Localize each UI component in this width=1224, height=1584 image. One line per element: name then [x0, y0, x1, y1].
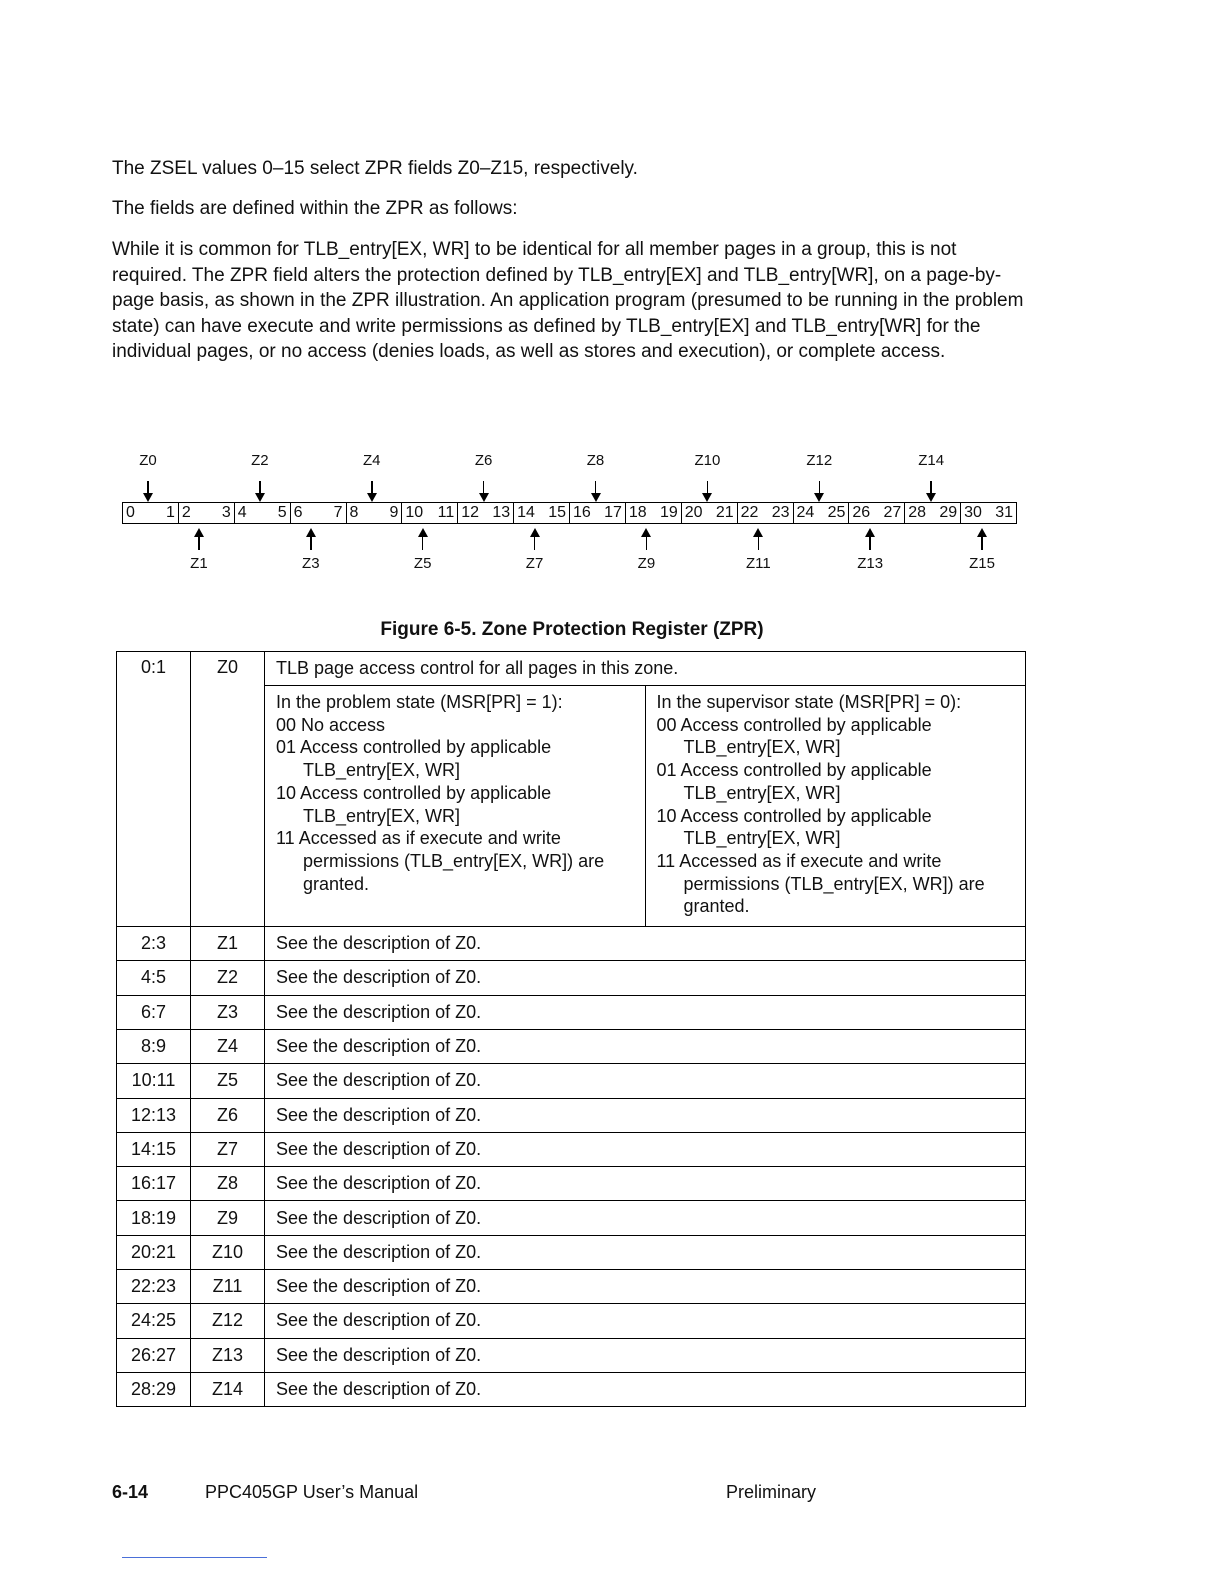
table-row [117, 1372, 1026, 1406]
description-cell: See the description of Z0. [265, 1029, 1026, 1063]
register-cell [738, 503, 794, 523]
table-row [117, 1167, 1026, 1201]
bit-number: 1 [165, 504, 175, 521]
register-cell [347, 503, 403, 523]
figure-caption: Figure 6-5. Zone Protection Register (ZPR) [380, 619, 764, 640]
table-row [117, 927, 1026, 961]
register-cell [123, 503, 179, 523]
problem-encoding-00: 00 No access [276, 714, 386, 735]
bit-number: 15 [548, 504, 566, 521]
bit-number: 28 [908, 504, 927, 521]
bit-number: 29 [939, 504, 958, 521]
bit-number: 0 [126, 504, 135, 521]
bit-number: 13 [492, 504, 511, 521]
bit-number: 9 [389, 504, 399, 521]
field-cell: Z12 [191, 1304, 265, 1338]
description-cell: See the description of Z0. [265, 1304, 1026, 1338]
zone-label: Z13 [857, 555, 884, 572]
description-cell: See the description of Z0. [265, 995, 1026, 1029]
footer-rule [122, 1557, 267, 1558]
table-row-z0 [117, 652, 1026, 686]
register-cell [849, 503, 905, 523]
zpr-field-table [116, 651, 1026, 1407]
bit-number: 2 [181, 504, 191, 521]
bit-number: 16 [573, 504, 591, 521]
register-cell [402, 503, 458, 523]
zone-label: Z15 [969, 555, 995, 572]
bit-number: 23 [771, 504, 790, 521]
zone-label: Z12 [806, 452, 833, 469]
bits-cell: 2:3 [117, 927, 191, 961]
zone-label: Z3 [302, 555, 320, 572]
table-row [117, 1201, 1026, 1235]
description-cell: See the description of Z0. [265, 1098, 1026, 1132]
description-cell: See the description of Z0. [265, 1235, 1026, 1269]
field-cell: Z8 [191, 1167, 265, 1201]
table-row [117, 995, 1026, 1029]
bit-number: 10 [405, 504, 424, 521]
register-cell [291, 503, 347, 523]
field-cell: Z7 [191, 1132, 265, 1166]
table-row [117, 1270, 1026, 1304]
field-cell: Z10 [191, 1235, 265, 1269]
zone-label: Z2 [251, 452, 269, 469]
bits-cell: 16:17 [117, 1167, 191, 1201]
table-row [117, 1235, 1026, 1269]
intro-paragraph-protection: While it is common for TLB_entry[EX, WR] to be identical for all member pages in a group, this is not required. The ZPR field alters the protection defined by TLB_entry[EX] and TLB_entry[WR], on a page-by-page basis, as shown in the ZPR illustration. An application program (presumed to be running in the problem state) can have execute and write permissions as defined by TLB_entry[EX] and TLB_entry[WR] for the individual pages, or no access (denies loads, as well as stores and execution), or complete access. [112, 239, 1024, 362]
description-cell: See the description of Z0. [265, 1372, 1026, 1406]
description-cell: See the description of Z0. [265, 1201, 1026, 1235]
table-row [117, 961, 1026, 995]
table-row [117, 1098, 1026, 1132]
register-cell [179, 503, 235, 523]
field-cell: Z14 [191, 1372, 265, 1406]
bit-number: 22 [740, 504, 759, 521]
bits-cell: 4:5 [117, 961, 191, 995]
bits-cell: 18:19 [117, 1201, 191, 1235]
bits-cell: 10:11 [117, 1064, 191, 1098]
register-bit-row [122, 502, 1017, 524]
bits-cell: 28:29 [117, 1372, 191, 1406]
register-cell [794, 503, 850, 523]
bit-number: 20 [684, 504, 703, 521]
description-cell: See the description of Z0. [265, 927, 1026, 961]
bit-number: 5 [277, 504, 287, 521]
bits-cell: 8:9 [117, 1029, 191, 1063]
supervisor-encoding-01: 01 Access controlled by applicable TLB_entry[EX, WR] [656, 760, 932, 803]
bits-cell: 20:21 [117, 1235, 191, 1269]
field-cell: Z1 [191, 927, 265, 961]
bits-cell: 14:15 [117, 1132, 191, 1166]
description-cell: See the description of Z0. [265, 1270, 1026, 1304]
table-row [117, 1064, 1026, 1098]
intro-paragraph-zsel: The ZSEL values 0–15 select ZPR fields Z0–Z15, respectively. [112, 158, 638, 179]
bit-number: 24 [796, 504, 815, 521]
field-cell: Z11 [191, 1270, 265, 1304]
bit-number: 19 [659, 504, 678, 521]
bit-number: 11 [437, 504, 455, 521]
field-cell: Z13 [191, 1338, 265, 1372]
zone-label: Z14 [918, 452, 945, 469]
field-cell: Z4 [191, 1029, 265, 1063]
field-cell: Z9 [191, 1201, 265, 1235]
bit-number: 8 [349, 504, 359, 521]
intro-paragraph-fields: The fields are defined within the ZPR as follows: [112, 198, 518, 219]
register-cell [514, 503, 570, 523]
bit-number: 17 [604, 504, 622, 521]
zone-label: Z0 [139, 452, 157, 469]
bits-cell: 0:1 [117, 652, 191, 927]
register-cell [235, 503, 291, 523]
description-cell: See the description of Z0. [265, 961, 1026, 995]
bit-number: 25 [827, 504, 846, 521]
field-cell: Z2 [191, 961, 265, 995]
register-cell [570, 503, 626, 523]
zone-label: Z8 [586, 452, 605, 469]
bits-cell: 12:13 [117, 1098, 191, 1132]
supervisor-encoding-10: 10 Access controlled by applicable TLB_entry[EX, WR] [656, 805, 932, 849]
problem-state-column [265, 686, 646, 926]
supervisor-state-heading: In the supervisor state (MSR[PR] = 0): [656, 692, 962, 712]
table-row [117, 1304, 1026, 1338]
field-cell: Z0 [191, 652, 265, 927]
zone-label: Z6 [474, 452, 493, 469]
bit-number: 14 [517, 504, 535, 521]
zone-label: Z5 [413, 555, 432, 572]
z0-state-columns [265, 685, 1025, 926]
zone-label: Z11 [745, 555, 771, 572]
bit-number: 12 [461, 504, 480, 521]
problem-encoding-11: 11 Accessed as if execute and write permissions (TLB_entry[EX, WR]) are granted. [276, 828, 605, 894]
register-cell [458, 503, 514, 523]
description-cell: See the description of Z0. [265, 1167, 1026, 1201]
bit-number: 3 [221, 504, 231, 521]
bit-number: 27 [883, 504, 902, 521]
field-cell: Z6 [191, 1098, 265, 1132]
footer-page-number: 6-14 [112, 1482, 149, 1502]
supervisor-encoding-00: 00 Access controlled by applicable TLB_entry[EX, WR] [656, 714, 932, 758]
z0-detail-cell [265, 685, 1026, 927]
description-cell: See the description of Z0. [265, 1338, 1026, 1372]
zone-label: Z9 [637, 555, 656, 572]
problem-state-heading: In the problem state (MSR[PR] = 1): [276, 692, 563, 712]
bit-number: 26 [852, 504, 871, 521]
bit-number: 6 [293, 504, 303, 521]
bits-cell: 24:25 [117, 1304, 191, 1338]
register-cell [626, 503, 682, 523]
problem-encoding-10: 10 Access controlled by applicable TLB_entry[EX, WR] [276, 782, 552, 826]
field-cell: Z5 [191, 1064, 265, 1098]
zone-label: Z1 [190, 555, 208, 572]
bits-cell: 6:7 [117, 995, 191, 1029]
problem-encoding-01: 01 Access controlled by applicable TLB_entry[EX, WR] [276, 737, 552, 781]
bits-cell: 22:23 [117, 1270, 191, 1304]
footer-manual-title: PPC405GP User’s Manual [205, 1482, 419, 1502]
bit-number: 18 [628, 504, 647, 521]
register-cell [682, 503, 738, 523]
register-cell [961, 503, 1016, 523]
zone-label: Z4 [362, 452, 381, 469]
supervisor-encoding-11: 11 Accessed as if execute and write permissions (TLB_entry[EX, WR]) are granted. [656, 850, 985, 917]
description-cell: See the description of Z0. [265, 1064, 1026, 1098]
bit-number: 7 [333, 504, 343, 521]
table-row [117, 1029, 1026, 1063]
field-cell: Z3 [191, 995, 265, 1029]
z0-summary: TLB page access control for all pages in this zone. [265, 652, 1026, 686]
register-cell [905, 503, 961, 523]
zone-label: Z10 [694, 452, 721, 469]
table-row [117, 1132, 1026, 1166]
bit-number: 4 [237, 504, 247, 521]
bit-number: 21 [715, 504, 734, 521]
description-cell: See the description of Z0. [265, 1132, 1026, 1166]
supervisor-state-column [646, 686, 1026, 926]
zone-label: Z7 [525, 555, 544, 572]
table-row [117, 1338, 1026, 1372]
bits-cell: 26:27 [117, 1338, 191, 1372]
bit-number: 31 [995, 504, 1013, 521]
bit-number: 30 [964, 504, 982, 521]
footer-status: Preliminary [726, 1482, 817, 1502]
